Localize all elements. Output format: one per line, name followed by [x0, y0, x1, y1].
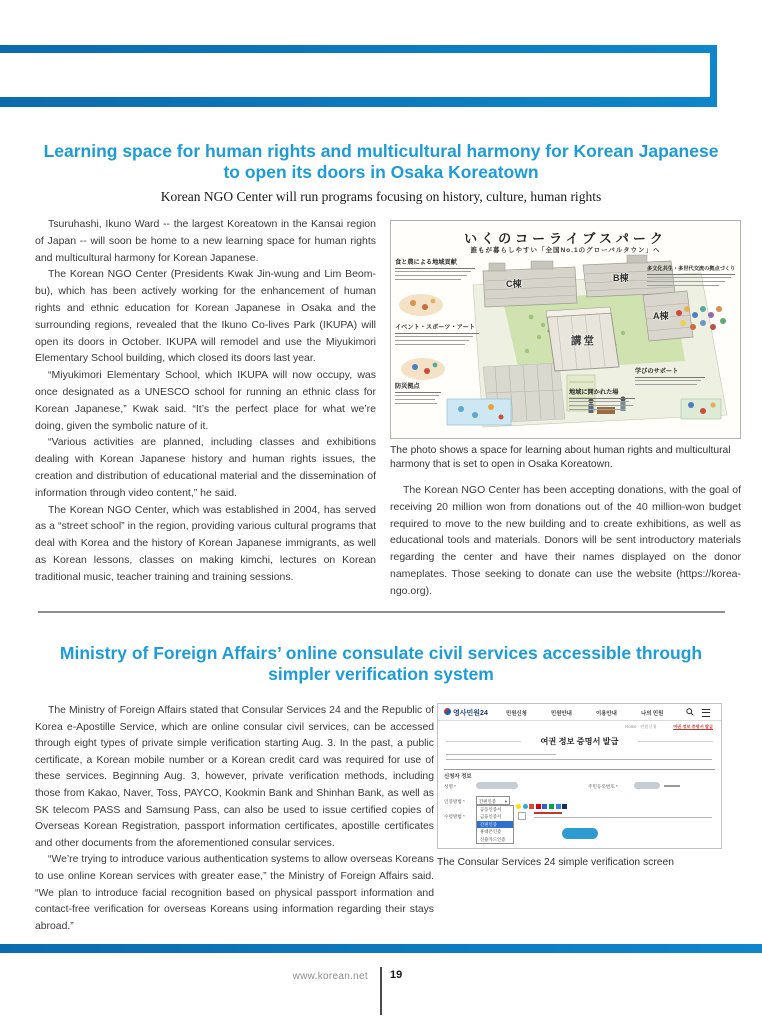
- site-logo-text: 영사민원24: [453, 710, 488, 717]
- map-building-c-label: C棟: [506, 279, 522, 289]
- article-paragraph: “Miyukimori Elementary School, which IKUPA will now occupy, was once designated as a UNESCO school for running an ethnic class for Korean Japanese,” Kwak said. “It’s the perfect place for what we’re doing, given the symbolic nature of it.: [35, 369, 376, 432]
- naver-icon: [549, 804, 554, 809]
- article-paragraph: The Korean NGO Center, which was established in 2004, has served as a “street school” in the region, providing various cultural programs that deal with Korea and the history of Korean Japanese immigrants, as well as Korean lessons, classes on making kimchi, lectures on Korean traditional music, teacher training and training sessions.: [35, 503, 376, 583]
- article-paragraph: “Various activities are planned, including classes and exhibitions dealing with Korean Japanese history and human rights issues, the creation and distribution of educational material and the dissemination of information through video content,” he said.: [35, 436, 376, 499]
- auth-method-dropdown[interactable]: [476, 805, 514, 844]
- micro-text-line: [647, 281, 725, 282]
- nav-item[interactable]: 이용안내: [596, 711, 617, 717]
- menu-icon[interactable]: [702, 709, 710, 717]
- breadcrumb-current: 여권 정보 증명서 발급: [673, 724, 713, 729]
- search-icon[interactable]: [686, 708, 694, 716]
- article-paragraph: The Ministry of Foreign Affairs stated that Consular Services 24 and the Republic of Korea e-Apostille Service, which are online consular civil services, can be accessed through eight types of private simple verification starting Aug. 3. In the past, a public certificate, a Korean mobile number or a Korean credit card was required for use of these services. Beginning Aug. 3, however, private verification methods, including those from Kakao, Naver, Toss, PAYCO, Kookmin Bank and Shinhan Bank, as well as SK telecom PASS and Samsung Pass, can also be used to issue certified copies of Overseas Korean Registration, passport information certificates, apostille certificates and other documents from the aforementioned consular services.: [35, 705, 434, 849]
- micro-text-line: [395, 399, 435, 400]
- title-rule-right: [638, 741, 713, 742]
- micro-text-line: [395, 275, 467, 276]
- map-section-heading: 食と農による地域貢献: [395, 257, 475, 269]
- form-page-title: 여권 정보 증명서 발급: [540, 737, 619, 746]
- dropdown-option[interactable]: 신용카드인증: [480, 836, 506, 842]
- receive-option-box[interactable]: [518, 812, 526, 820]
- name-field-label: 성명 *: [444, 784, 456, 789]
- map-section-heading: イベント・スポーツ・アート: [395, 322, 479, 334]
- micro-text-line: [395, 344, 465, 345]
- ikupa-map-figure: [390, 220, 741, 439]
- confirm-button[interactable]: [562, 828, 598, 839]
- kookmin-icon: [556, 804, 561, 809]
- article1-photo-caption: The photo shows a space for learning about human rights and multicultural harmony that is set to open in Osaka Koreatown.: [390, 445, 731, 470]
- consular-services-screenshot: [437, 703, 722, 849]
- rrn-field-label: 주민등록번호 *: [588, 784, 618, 789]
- bottom-banner-bar: [0, 944, 762, 953]
- title-rule-left: [446, 741, 521, 742]
- auth-method-label: 인증방법 *: [444, 799, 465, 804]
- nav-item[interactable]: 민원신청: [506, 711, 527, 717]
- micro-text-line: [395, 279, 461, 280]
- micro-text-line: [534, 817, 712, 818]
- map-subtitle: 誰もが暮らしやすい「全国No.1のグローバルタウン」へ: [470, 247, 661, 254]
- article1-left-column: [35, 216, 376, 586]
- form-section-title: 신청자 정보: [444, 774, 472, 780]
- map-building-b-label: B棟: [613, 273, 629, 283]
- section-divider: [38, 611, 725, 613]
- kakao-icon: [516, 804, 521, 809]
- payco-icon: [529, 804, 534, 809]
- breadcrumb: Home · 민원신청 ·: [625, 724, 659, 729]
- shinhan-icon: [542, 804, 547, 809]
- micro-text-line: [569, 405, 633, 406]
- footer-site-url: www.korean.net: [292, 971, 368, 982]
- map-hall-label: 講堂: [571, 335, 596, 347]
- article2-screenshot-caption: The Consular Services 24 simple verification screen: [437, 857, 674, 868]
- dropdown-option-selected[interactable]: 간편인증: [477, 821, 513, 828]
- dropdown-option[interactable]: 공동인증서: [480, 807, 502, 812]
- dropdown-option[interactable]: 금융인증서: [480, 814, 502, 820]
- toss-icon: [523, 804, 528, 809]
- map-section-learning: [635, 366, 705, 388]
- chevron-down-icon: ▼: [504, 799, 508, 804]
- map-section-disaster: [395, 381, 441, 407]
- site-logo-icon: [444, 708, 451, 715]
- article-paragraph: “We’re trying to introduce various authentication systems to allow overseas Koreans to use online Korean services with greater ease,” the Ministry of Foreign Affairs said. “We plan to introduce facial recognition based on physical passport information and contact-free verification for overseas Koreans using information regarding their stays abroad.”: [35, 854, 434, 932]
- auth-method-selected-value: 간편인증: [479, 799, 496, 804]
- rrn-input[interactable]: [634, 782, 660, 789]
- micro-text-line: [647, 277, 731, 278]
- micro-text-line: [647, 285, 719, 286]
- map-section-heading: 多文化共生・多世代交流の拠点づくり: [647, 265, 735, 275]
- micro-text-line: [635, 384, 697, 385]
- micro-text-line: [635, 380, 701, 381]
- article1-right-column: [390, 482, 741, 600]
- micro-text-line: [395, 403, 437, 404]
- samsung-pass-icon: [562, 804, 567, 809]
- name-input[interactable]: [476, 782, 518, 789]
- micro-text-line: [395, 271, 471, 272]
- article-paragraph: The Korean NGO Center has been accepting donations, with the goal of receiving 20 million won from donations out of the 40 million-won budget required to move to the new building and to create exhibitions, as well as educational tools and materials. Donors will be sent introductory materials regarding the center and have their names displayed on the donor nameplates. Those seeking to donate can use the website (https://korea-ngo.org).: [390, 484, 741, 597]
- auth-method-select[interactable]: [476, 796, 510, 805]
- micro-text-line: [395, 340, 469, 341]
- article2-left-column: [35, 703, 434, 935]
- rrn-masked-digits: [664, 785, 680, 787]
- top-banner-frame: [0, 45, 717, 107]
- article-paragraph: The Korean NGO Center (Presidents Kwak Jin-wung and Lim Beom-bu), which has been actively working for the enhancement of human rights and ethnic education for Korean Japanese in Osaka and the surrounding regions, revealed that the Ikuno Co-lives Park (IKUPA) will open its doors in October. IKUPA will remodel and use the Miyukimori Elementary School building, which closed its doors last year.: [35, 268, 376, 365]
- micro-text-line: [446, 759, 712, 760]
- map-section-heading: 地域に開かれた場: [569, 387, 635, 399]
- map-title: いくのコーライブスパーク: [464, 231, 667, 246]
- micro-text-line: [569, 401, 629, 402]
- footer-divider: [380, 967, 382, 1015]
- section-rule: [444, 769, 715, 770]
- dropdown-option[interactable]: 휴대폰인증: [480, 829, 502, 835]
- micro-text-line: [569, 409, 625, 410]
- article-paragraph: Tsuruhashi, Ikuno Ward -- the largest Koreatown in the Kansai region of Japan -- will soon be home to a new learning space for human rights and multicultural harmony for Korean Japanese.: [35, 218, 376, 264]
- map-section-community: [569, 387, 635, 413]
- header-rule: [438, 720, 721, 721]
- top-banner-inner: [0, 53, 710, 97]
- pass-icon: [536, 804, 541, 809]
- map-section-food: [395, 257, 475, 283]
- notice-red-micro-text: [534, 812, 562, 814]
- map-section-heading: 学びのサポート: [635, 366, 705, 378]
- nav-item[interactable]: 나의 민원: [641, 711, 664, 717]
- receive-method-label: 수령방법 *: [444, 814, 465, 819]
- article2-title: Ministry of Foreign Affairs’ online consulate civil services accessible through simpler verification system: [59, 643, 703, 684]
- map-section-multicultural: [647, 265, 735, 289]
- map-building-a-label: A棟: [653, 311, 669, 321]
- micro-text-line: [446, 754, 556, 755]
- footer-page-number: 19: [390, 969, 403, 981]
- map-section-event: [395, 322, 479, 348]
- micro-text-line: [395, 336, 473, 337]
- article1-subtitle: Korean NGO Center will run programs focusing on history, culture, human rights: [160, 189, 602, 204]
- article1-title: Learning space for human rights and multicultural harmony for Korean Japanese to open its doors in Osaka Koreatown: [43, 141, 719, 182]
- micro-text-line: [395, 395, 439, 396]
- map-section-heading: 防災拠点: [395, 381, 441, 393]
- nav-item[interactable]: 민원안내: [551, 711, 572, 717]
